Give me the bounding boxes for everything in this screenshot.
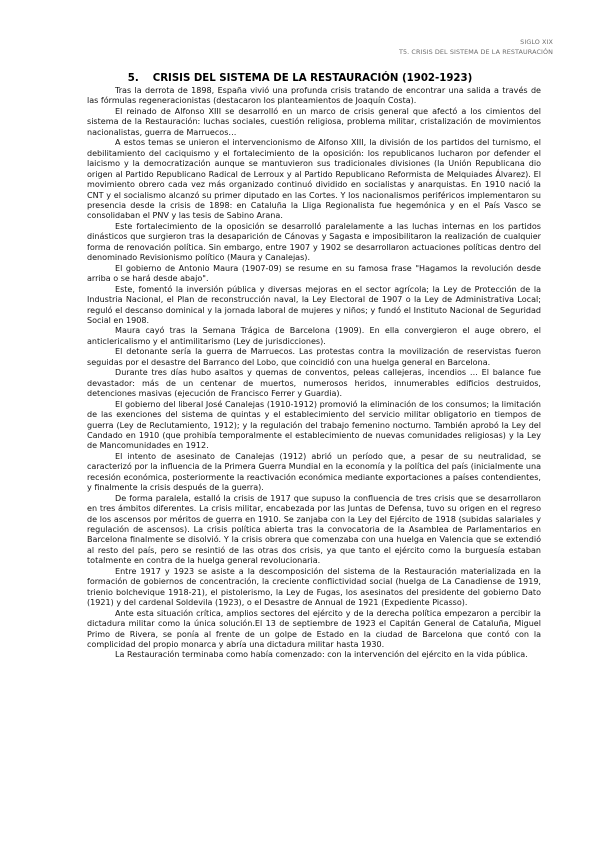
header-topic: T5. CRISIS DEL SISTEMA DE LA RESTAURACIÓN [398, 48, 553, 56]
paragraph: A estos temas se unieron el intervencionismo de Alfonso XIII, la división de los partidos del turnismo, el debilitamiento del caciquismo y el fortalecimiento de la oposición: los republicanos lucharon por defender el laicismo y la democratización aunque se mantuvieron sus tradicionales divisiones (la Unión Republicana dio origen al Partido Republicano Radical de Lerroux y al Partido Republicano Reformista de Melquiades Álvarez). El movimiento obrero cada vez más organizado continuó dividido en socialistas y anarquistas. En 1910 nació la CNT y el socialismo alcanzó su primer diputado en las Cortes. Y los nacionalismos periféricos implementaron su presencia desde la crisis de 1898: en Cataluña la Lliga Regionalista fue hegemónica y en el País Vasco se consolidaban el PNV y las tesis de Sabino Arana. [87, 138, 541, 221]
page-header [399, 37, 553, 57]
section-title-text: CRISIS DEL SISTEMA DE LA RESTAURACIÓN (1902-1923) [152, 73, 473, 84]
paragraph: De forma paralela, estalló la crisis de 1917 que supuso la confluencia de tres crisis que se desarrollaron en tres ámbitos diferentes. La crisis militar, encabezada por las Juntas de Defensa, tuvo su origen en el regreso de los ascensos por méritos de guerra en 1910. Se zanjaba con la Ley del Ejército de 1918 (subidas salariales y regulación de ascensos). La crisis política abierta tras la convocatoria de la Asamblea de Parlamentarios en Barcelona finalmente se disolvió. Y la crisis obrera que comenzaba con una huelga en Valencia que se extendió al resto del país, pero se resintió de las otras dos crisis, ya que tanto el ejército como la burguesía estaban totalmente en contra de la huelga general revolucionaria. [87, 493, 541, 566]
paragraph: Tras la derrota de 1898, España vivió una profunda crisis tratando de encontrar una salida a través de las fórmulas regeneracionistas (destacaron los planteamientos de Joaquín Costa). [87, 86, 541, 106]
paragraph: El gobierno del liberal José Canalejas (1910-1912) promovió la eliminación de los consumos; la limitación de las exenciones del sistema de quintas y el establecimiento del servicio militar obligatorio en tiempos de guerra (Ley de Reclutamiento, 1912); y la regulación del trabajo femenino nocturno. También aprobó la Ley del Candado en 1910 (que prohibía temporalmente el establecimiento de nuevas comunidades religiosas) y la Ley de Mancomunidades en 1912. [87, 399, 541, 451]
paragraph: Ante esta situación crítica, amplios sectores del ejército y de la derecha política empezaron a percibir la dictadura militar como la única solución.El 13 de septiembre de 1923 el Capitán General de Cataluña, Miguel Primo de Rivera, se ponía al frente de un golpe de Estado en la ciudad de Barcelona que contó con la complicidad del propio monarca y abría una dictadura militar hasta 1930. [87, 608, 541, 650]
paragraph: Entre 1917 y 1923 se asiste a la descomposición del sistema de la Restauración materializada en la formación de gobiernos de concentración, la creciente conflictividad social (huelga de La Canadiense de 1919, trienio bolchevique 1918-21), el pistolerismo, la Ley de Fugas, los asesinatos del presidente del gobierno Dato (1921) y del cardenal Soldevila (1923), o el Desastre de Annual de 1921 (Expediente Picasso). [87, 566, 541, 608]
paragraph: Durante tres días hubo asaltos y quemas de conventos, peleas callejeras, incendios … El balance fue devastador: más de un centenar de muertos, numerosos heridos, innumerables edificios destruidos, detenciones masivas (ejecución de Francisco Ferrer y Guardia). [87, 368, 541, 399]
header-subject: SIGLO XIX [520, 38, 553, 46]
paragraph: El detonante sería la guerra de Marruecos. Las protestas contra la movilización de reservistas fueron seguidas por el desastre del Barranco del Lobo, que coincidió con una huelga general en Barcelona. [87, 347, 541, 367]
paragraph: Este fortalecimiento de la oposición se desarrolló paralelamente a las luchas internas en los partidos dinásticos que surgieron tras la desaparición de Cánovas y Sagasta e imposibilitaron la realización de cualquier forma de renovación política. Sin embargo, entre 1907 y 1902 se desarrollaron actuaciones políticas dentro del denominado Revisionismo político (Maura y Canalejas). [87, 221, 541, 263]
paragraph: El gobierno de Antonio Maura (1907-09) se resume en su famosa frase "Hagamos la revolución desde arriba o se hará desde abajo". [87, 263, 541, 284]
paragraph: El reinado de Alfonso XIII se desarrolló en un marco de crisis general que afectó a los cimientos del sistema de la Restauración: luchas sociales, cuestión religiosa, problema militar, cristalización de movimientos nacionalistas, guerra de Marruecos… [87, 106, 541, 137]
section-title [0, 73, 600, 84]
document-body [87, 86, 541, 661]
section-number: 5. [127, 73, 139, 84]
paragraph: La Restauración terminaba como había comenzado: con la intervención del ejército en la vida pública. [115, 650, 528, 660]
paragraph: Este, fomentó la inversión pública y diversas mejoras en el sector agrícola; la Ley de Protección de la Industria Nacional, el Plan de reconstrucción naval, la Ley Electoral de 1907 o la Ley de Administrativa Local; reguló el descanso dominical y la jornada laboral de mujeres y niños; y fundó el Instituto Nacional de Seguridad Social en 1908. [87, 284, 541, 325]
paragraph: Maura cayó tras la Semana Trágica de Barcelona (1909). En ella convergieron el auge obrero, el anticlericalismo y el antimilitarismo (Ley de jurisdicciones). [87, 326, 541, 346]
paragraph: El intento de asesinato de Canalejas (1912) abrió un período que, a pesar de su neutralidad, se caracterizó por la influencia de la Primera Guerra Mundial en la economía y la política del país (inicialmente una recesión económica, posteriormente la reactivación económica mediante exportaciones a países contendientes, y finalmente la crisis después de la guerra). [87, 451, 541, 493]
